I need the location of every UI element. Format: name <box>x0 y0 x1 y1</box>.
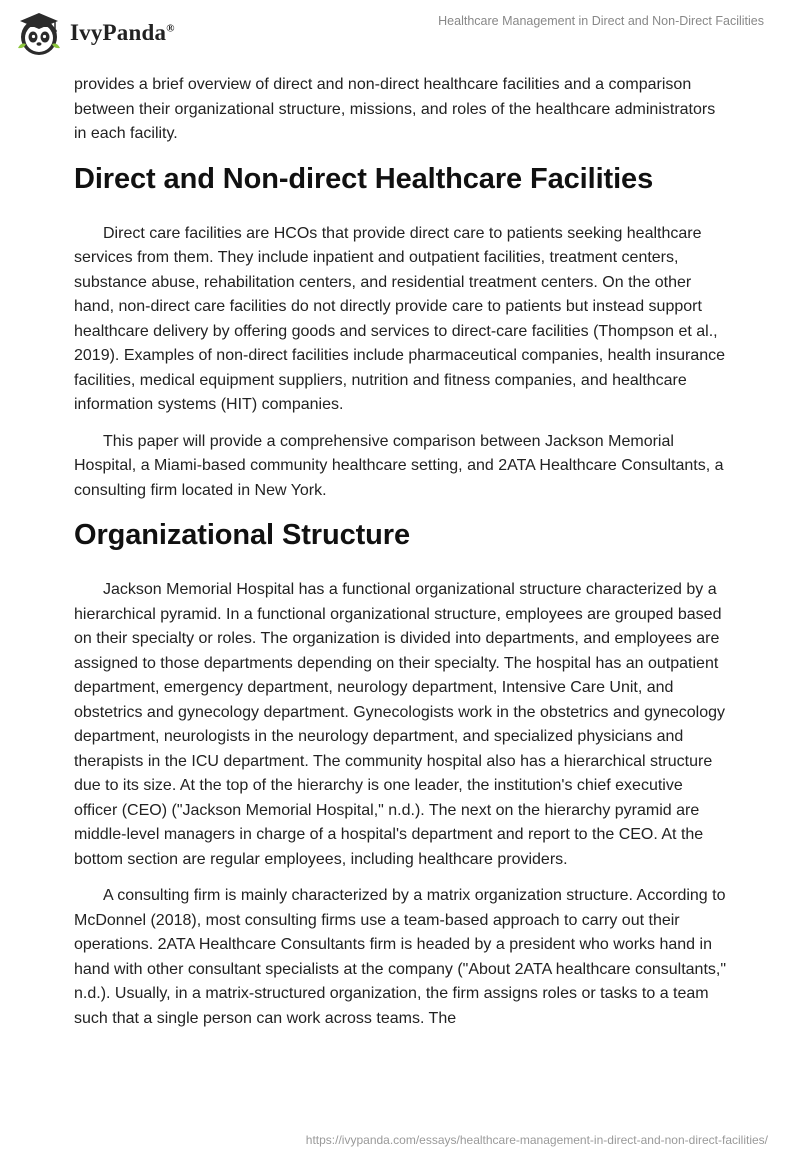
panda-graduate-icon <box>14 8 64 58</box>
brand-name: IvyPanda® <box>70 20 175 45</box>
section-heading: Direct and Non-direct Healthcare Facilities <box>74 162 654 195</box>
body-paragraph: Jackson Memorial Hospital has a functional organizational structure characterized by a hierarchical pyramid. In a functional organizational structure, employees are grouped based on their specialty or roles. The organization is divided into departments, and employees are assigned to those departments depending on their specialty. The hospital has an outpatient department, emergency department, neurology department, Intensive Care Unit, and obstetrics and gynecology department. Gynecologists work in the obstetrics and gynecology department, neurologists in the neurology department, and specialized physicians and therapists in the ICU department. The community hospital also has a hierarchical structure due to its size. At the top of the hierarchy is one leader, the institution's chief executive officer (CEO) ("Jackson Memorial Hospital," n.d.). The next on the hierarchy pyramid are middle-level managers in charge of a hospital's department and report to the CEO. At the bottom section are regular employees, including healthcare providers. <box>74 581 726 868</box>
ivypanda-logo[interactable] <box>14 8 175 58</box>
document-title: Healthcare Management in Direct and Non-Direct Facilities <box>438 14 764 28</box>
section-heading: Organizational Structure <box>74 519 410 551</box>
essay-content <box>74 70 730 1043</box>
body-paragraph: This paper will provide a comprehensive comparison between Jackson Memorial Hospital, a Miami-based community healthcare setting, and 2ATA Healthcare Consultants, a consulting firm located in New York. <box>74 432 724 499</box>
source-url-link[interactable]: https://ivypanda.com/essays/healthcare-management-in-direct-and-non-direct-facilities/ <box>305 1133 768 1147</box>
intro-paragraph: provides a brief overview of direct and non-direct healthcare facilities and a comparison between their organizational structure, missions, and roles of the healthcare administrators in each facility. <box>74 76 716 142</box>
body-paragraph: Direct care facilities are HCOs that provide direct care to patients seeking healthcare services from them. They include inpatient and outpatient facilities, treatment centers, substance abuse, rehabilitation centers, and residential treatment centers. On the other hand, non-direct care facilities do not directly provide care to patients but instead support healthcare delivery by offering goods and services to direct-care facilities (Thompson et al., 2019). Examples of non-direct facilities include pharmaceutical companies, health insurance facilities, medical equipment suppliers, nutrition and fitness companies, and healthcare information systems (HIT) companies. <box>74 224 726 413</box>
body-paragraph: A consulting firm is mainly characterized by a matrix organization structure. According to McDonnel (2018), most consulting firms use a team-based approach to carry out their operations. 2ATA Healthcare Consultants firm is headed by a president who works hand in hand with other consultant specialists at the company ("About 2ATA healthcare consultants," n.d.). Usually, in a matrix-structured organization, the firm assigns roles or tasks to a team such that a single person can work across teams. The <box>74 887 727 1027</box>
page-header <box>0 0 800 70</box>
